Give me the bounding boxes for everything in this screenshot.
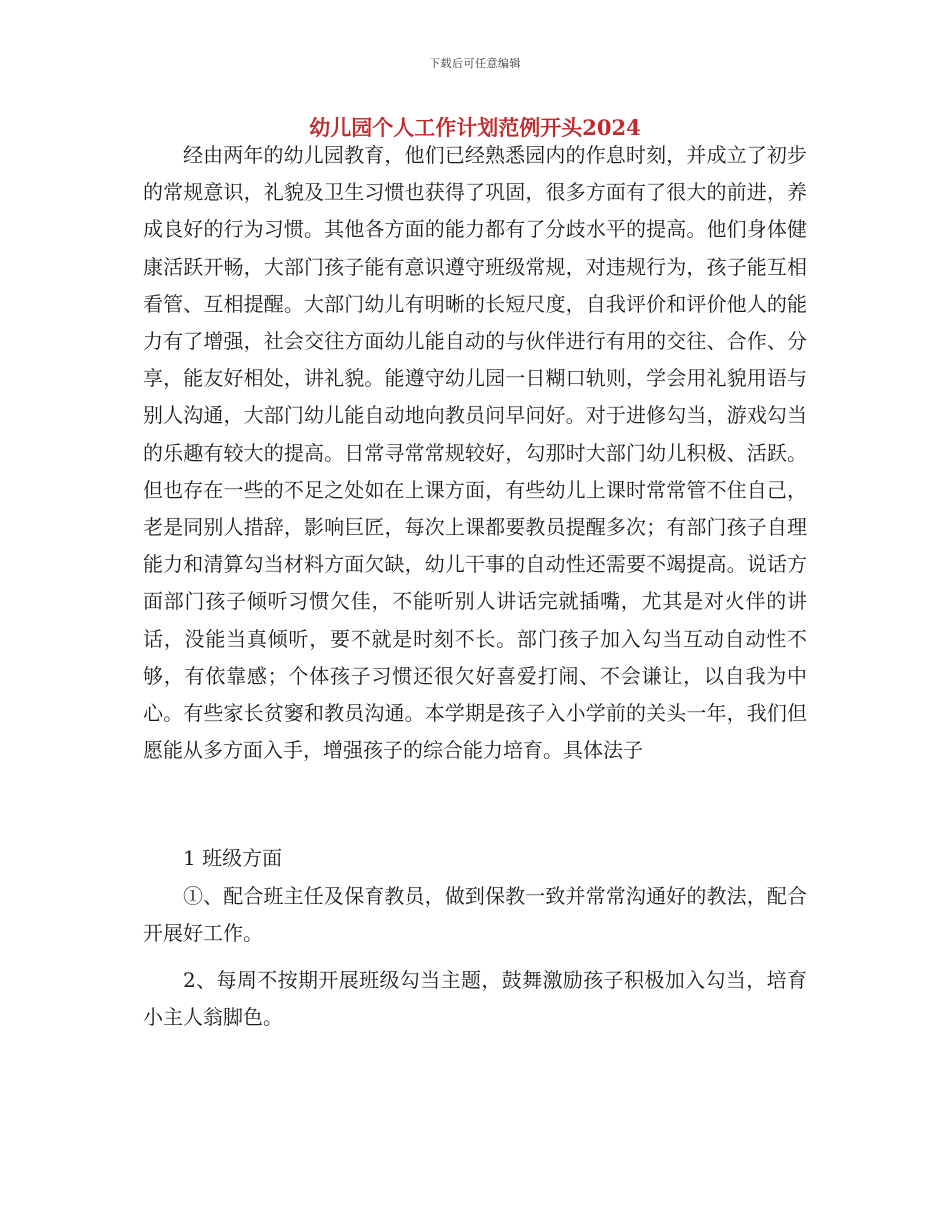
list-item-2: 2、每周不按期开展班级勾当主题，鼓舞激励孩子积极加入勾当，培育小主人翁脚色。 xyxy=(143,968,807,1030)
document-title: 幼儿园个人工作计划范例开头2024 xyxy=(309,115,641,140)
page-header-note: 下载后可任意编辑 xyxy=(429,57,521,70)
section-heading-class: 1 班级方面 xyxy=(183,846,283,870)
body-paragraph-intro: 经由两年的幼儿园教育，他们已经熟悉园内的作息时刻，并成立了初步的常规意识，礼貌及卫生习惯也获得了巩固，很多方面有了很大的前进，养成良好的行为习惯。其他各方面的能力都有了分歧水平的提高。他们身体健康活跃开畅，大部门孩子能有意识遵守班级常规，对违规行为，孩子能互相看管、互相提醒。大部门幼儿有明晰的长短尺度，自我评价和评价他人的能力有了增强，社会交往方面幼儿能自动的与伙伴进行有用的交往、合作、分享，能友好相处，讲礼貌。能遵守幼儿园一日糊口轨则，学会用礼貌用语与别人沟通，大部门幼儿能自动地向教员问早问好。对于进修勾当，游戏勾当的乐趣有较大的提高。日常寻常常规较好，勾那时大部门幼儿积极、活跃。但也存在一些的不足之处如在上课方面，有些幼儿上课时常常管不住自己，老是同别人措辞，影响巨匠，每次上课都要教员提醒多次；有部门孩子自理能力和清算勾当材料方面欠缺，幼儿干事的自动性还需要不竭提高。说话方面部门孩子倾听习惯欠佳，不能听别人讲话完就插嘴，尤其是对火伴的讲话，没能当真倾听，要不就是时刻不长。部门孩子加入勾当互动自动性不够，有依靠感；个体孩子习惯还很欠好喜爱打闹、不会谦让，以自我为中心。有些家长贫窭和教员沟通。本学期是孩子入小学前的关头一年，我们但愿能从多方面入手，增强孩子的综合能力培育。具体法子 xyxy=(143,143,807,763)
list-item-1: ①、配合班主任及保育教员，做到保教一致并常常沟通好的教法，配合开展好工作。 xyxy=(143,884,807,946)
